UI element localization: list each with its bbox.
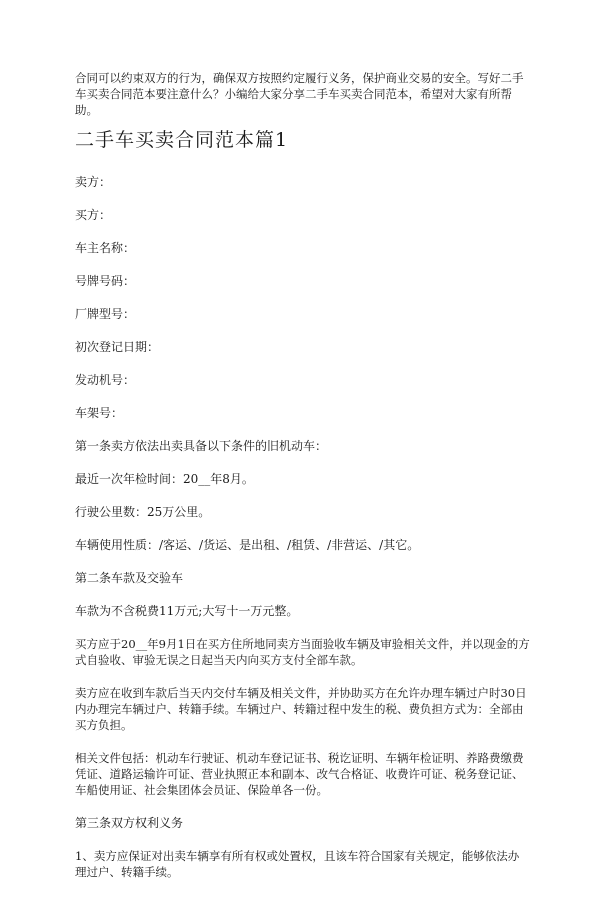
owner-name-field: 车主名称： <box>75 241 136 255</box>
buyer-field: 买方： <box>75 208 112 222</box>
frame-number-field: 车架号： <box>75 406 124 420</box>
article3-heading: 第三条双方权利义务 <box>75 816 184 830</box>
usage-type-line: 车辆使用性质：/客运、/货运、是出租、/租赁、/非营运、/其它。 <box>75 538 420 552</box>
article1-heading: 第一条卖方依法出卖具备以下条件的旧机动车： <box>75 439 328 453</box>
delivery-paragraph: 卖方应在收到车款后当天内交付车辆及相关文件，并协助买方在允许办理车辆过户时30日内办理完车辆过户、转籍手续。车辆过户、转籍过程中发生的税、费负担方式为：全部由买方负担。 <box>75 686 527 732</box>
engine-number-field: 发动机号： <box>75 373 136 387</box>
seller-field: 卖方： <box>75 175 112 189</box>
plate-number-field: 号牌号码： <box>75 274 136 288</box>
article3-item1-paragraph: 1、卖方应保证对出卖车辆享有所有权或处置权，且该车符合国家有关规定，能够依法办理过户、转籍手续。 <box>75 849 520 879</box>
inspection-date-line: 最近一次年检时间：20__年8月。 <box>75 472 254 486</box>
intro-paragraph: 合同可以约束双方的行为，确保双方按照约定履行义务，保护商业交易的安全。写好二手车买卖合同范本要注意什么？小编给大家分享二手车买卖合同范本，希望对大家有所帮助。 <box>75 71 524 117</box>
first-registration-date-field: 初次登记日期： <box>75 340 160 354</box>
documents-paragraph: 相关文件包括：机动车行驶证、机动车登记证书、税讫证明、车辆年检证明、养路费缴费凭证、道路运输许可证、营业执照正本和副本、改气合格证、收费许可证、税务登记证、车船使用证、社会集团体会员证、保险单各一份。 <box>75 751 524 797</box>
mileage-line: 行驶公里数：25万公里。 <box>75 505 211 519</box>
document-page <box>75 70 530 897</box>
price-line: 车款为不含税费11万元;大写十一万元整。 <box>75 604 299 618</box>
article2-heading: 第二条车款及交验车 <box>75 571 184 585</box>
payment-paragraph: 买方应于20__年9月1日在买方住所地同卖方当面验收车辆及审验相关文件，并以现金的方式自验收、审验无误之日起当天内向买方支付全部车款。 <box>75 637 530 667</box>
document-title: 二手车买卖合同范本篇1 <box>75 129 289 151</box>
model-field: 厂牌型号： <box>75 307 136 321</box>
